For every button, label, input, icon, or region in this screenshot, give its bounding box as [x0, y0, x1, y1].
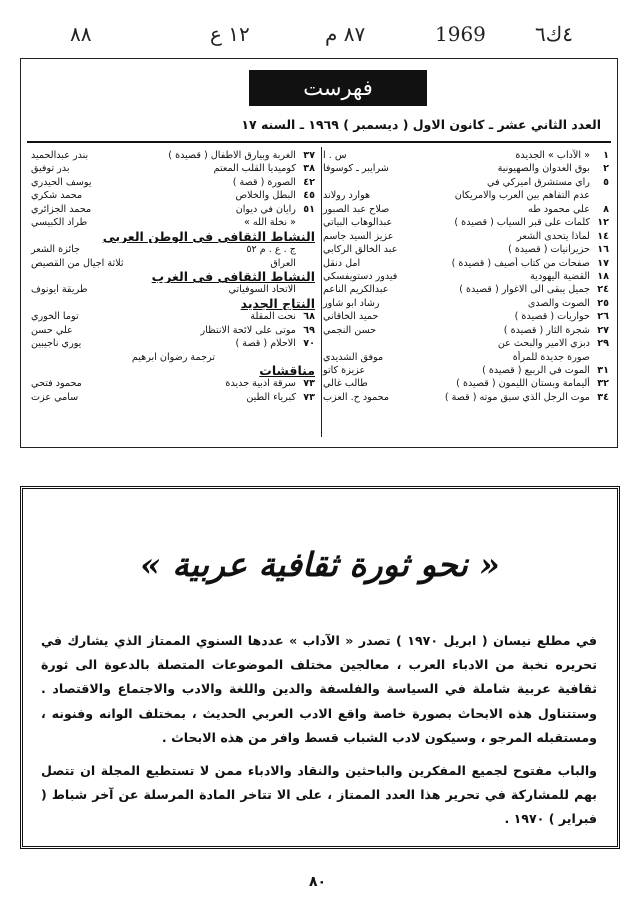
toc-entry-title: صفحات من كتاب أصيف ( قصيدة )	[451, 257, 590, 269]
page-number: ٨٠	[308, 874, 327, 890]
toc-entry-author: جائزة الشعر	[31, 244, 80, 256]
toc-entry-title: الغربة وبيارق الاطفال ( قصيدة )	[168, 150, 296, 161]
toc-entry	[29, 149, 315, 162]
handwritten-note: 1969	[435, 22, 486, 46]
toc-entry-title: دبزي الامير والبحث عن	[497, 338, 590, 350]
handwritten-note: ١٢ ع	[210, 22, 250, 46]
toc-entry	[321, 324, 609, 337]
toc-entry-title: البطل والخلاص	[235, 190, 296, 202]
toc-entry-author: ثلاثة اجيال من القصيص	[31, 257, 124, 269]
toc-section-heading: النتاج الجديد	[240, 296, 315, 311]
toc-entry-page: ٥١	[303, 203, 315, 215]
toc-entry-page: ١٨	[597, 270, 609, 282]
toc-entry-author: شرايبر ـ كوسوفا	[323, 163, 389, 175]
toc-entry	[29, 283, 315, 296]
toc-entry-page: ٦٩	[303, 324, 315, 336]
toc-entry	[29, 337, 315, 350]
toc-entry-title: شجرة الثار ( قصيدة )	[503, 324, 590, 336]
toc-entry-author: طريقة ايونوف	[31, 284, 88, 296]
handwritten-note: ٤ك٦	[535, 22, 573, 46]
toc-entry	[321, 364, 609, 377]
toc-entry-page: ٢	[603, 163, 609, 175]
toc-entry-title: عدم التفاهم بين العرب والامريكان	[454, 190, 590, 202]
toc-entry-title: ج . ع . م ٥٢	[246, 244, 296, 256]
divider	[27, 141, 611, 143]
toc-entry-page: ١٢	[597, 217, 609, 229]
toc-entry-title: حزيرانيات ( قصيدة )	[508, 244, 590, 256]
toc-entry-author: علي حسن	[31, 324, 73, 336]
toc-entry-author: عبدالوهاب البياتي	[323, 217, 393, 229]
toc-entry-page: ٢٥	[597, 297, 609, 309]
toc-entry-page: ٢٩	[597, 338, 609, 350]
toc-entry-title: « نخلة الله »	[243, 217, 296, 229]
slogan-heading: « نحو ثورة ثقافية عربية »	[140, 545, 500, 584]
toc-entry-author: عزيزة كاتو	[323, 365, 366, 376]
toc-entry-title: الاحلام ( قصة )	[235, 338, 296, 350]
toc-entry	[321, 310, 609, 323]
toc-entry	[321, 257, 609, 270]
toc-entry-author: امل دنقل	[323, 257, 361, 269]
toc-entry-author: حسن النجمي	[323, 324, 377, 336]
toc-entry	[29, 257, 315, 270]
toc-entry	[321, 230, 609, 243]
toc-entry	[29, 189, 315, 202]
toc-entry-page: ٢٤	[597, 284, 609, 296]
toc-entry-page: ٣١	[597, 365, 609, 376]
toc-entry-page: ١٤	[597, 230, 609, 242]
toc-entry-author: محمد الجزائري	[31, 203, 92, 215]
toc-entry-author: سامي عزت	[31, 391, 79, 403]
toc-entry	[321, 149, 609, 162]
toc-entry-author: بندر عبدالحميد	[31, 150, 89, 161]
announcement-paragraph: في مطلع نيسان ( ابريل ١٩٧٠ ) تصدر « الآداب » عددها السنوي الممتاز الذي يشارك في تحريره نخبة من الادباء العرب ، معالجين مختلف الموضوعات المتصلة بالدعوة الى ثورة ثقافية عربية شاملة في السياسة والفلسفة والدين واللغة والادب والاجتماع والاقتصاد . وستتناول هذه الابحاث بصورة خاصة واقع الادب العربي الحديث ، بمختلف الوانه وفنونه ، ومستقبله المرجو ، وسيكون لادب الشباب قسط وافر من هذه الابحاث .	[41, 633, 597, 745]
toc-entry-author: يوسف الحيدري	[31, 176, 92, 188]
toc-entry-page: ١٦	[597, 244, 609, 256]
toc-entry-title: كبرياء الطين	[246, 391, 296, 403]
toc-section-heading: مناقشات	[259, 364, 315, 378]
toc-entry-page: ٧٣	[303, 391, 315, 403]
toc-entry-title: الاتحاد السوفياتي	[228, 284, 296, 296]
toc-entry-title: موتى على لائحة الانتظار	[200, 324, 296, 336]
announcement-box	[20, 486, 620, 849]
toc-entry-title: علي محمود طه	[528, 203, 590, 215]
toc-entry-title: الصوت والصدى	[527, 297, 590, 309]
toc-entry	[321, 391, 609, 404]
toc-entry-title: بوق العدوان والصهيونية	[497, 163, 590, 175]
toc-entry	[321, 377, 609, 390]
toc-entry-page: ٣٧	[303, 150, 315, 161]
toc-entry-author: فيدور دستويفسكي	[323, 270, 398, 282]
toc-entry	[321, 243, 609, 256]
toc-entry-page: ٣٤	[597, 391, 609, 403]
toc-entry-author: عزيز السيد جاسم	[323, 230, 394, 242]
toc-entry-page: ٤٢	[303, 176, 315, 188]
toc-entry	[321, 162, 609, 175]
toc-column-left	[29, 149, 315, 404]
toc-entry-author: عبدالكريم الناعم	[323, 284, 389, 296]
toc-entry-title: القضية اليهودية	[530, 270, 590, 282]
toc-entry-author: عبد الخالق الركابي	[323, 244, 398, 256]
toc-entry	[321, 270, 609, 283]
toc-entry	[29, 351, 315, 364]
contents-title: فهرست	[249, 70, 427, 106]
table-of-contents	[20, 58, 618, 448]
toc-entry-author: توما الخوري	[31, 311, 79, 323]
toc-entry-author: يوري ناجيبين	[31, 338, 82, 350]
toc-entry-page: ٨	[603, 203, 609, 215]
toc-entry	[29, 377, 315, 390]
toc-section-heading: النشاط الثقافي في الوطن العربي	[102, 229, 315, 244]
toc-entry	[29, 203, 315, 216]
toc-entry-title: رايان في ديوان	[235, 203, 296, 215]
toc-entry-author: طالب غالي	[323, 378, 368, 390]
toc-entry-title: سرقة ادبية جديدة	[225, 378, 296, 390]
toc-entry-title: نحت المقلة	[250, 311, 296, 323]
toc-entry-author: س . ا	[323, 150, 347, 161]
toc-entry-title: جميل يبقى الى الاغوار ( قصيدة )	[459, 284, 590, 296]
toc-entry	[29, 391, 315, 404]
toc-entry-page: ٣٨	[303, 163, 315, 175]
toc-entry-title: « الآداب » الجديدة	[515, 150, 590, 161]
toc-entry	[321, 351, 609, 364]
toc-entry-title: كلمات على قبر السياب ( قصيدة )	[454, 217, 590, 229]
toc-entry	[29, 162, 315, 175]
toc-entry	[29, 310, 315, 323]
toc-entry	[321, 216, 609, 229]
toc-entry-title: صورة جديدة للمرأة	[512, 351, 590, 363]
toc-entry	[321, 176, 609, 189]
toc-entry-page: ٧٠	[303, 338, 315, 350]
toc-entry-title: حواريات ( قصيدة )	[514, 311, 590, 323]
toc-entry-author: ترجمة رضوان ابرهيم	[131, 351, 215, 363]
toc-entry-title: لماذا يتحدى الشعر	[517, 230, 590, 242]
toc-entry-page: ١	[603, 150, 609, 161]
toc-entry-title: الصورة ( قصة )	[232, 176, 296, 188]
toc-entry-title: راي مستشرق اميركي في	[486, 176, 590, 188]
handwritten-note: ٨٨	[70, 22, 92, 46]
toc-entry	[29, 324, 315, 337]
toc-entry-page: ٣٢	[597, 378, 609, 390]
toc-entry-author: محمود فتحي	[31, 378, 82, 390]
announcement-paragraph: والباب مفتوح لجميع المفكرين والباحثين والنقاد والادباء ممن لا تستطيع المجلة ان تتصل بهم للمشاركة في تحرير هذا العدد الممتاز ، على الا تتاخر المادة المرسلة عن آخر شباط ( فبراير ) ١٩٧٠ .	[41, 763, 597, 827]
toc-entry-page: ٦٨	[303, 311, 315, 323]
toc-entry	[321, 297, 609, 310]
toc-entry	[29, 243, 315, 256]
toc-entry-author: محمود ح. العزب	[323, 391, 389, 403]
toc-section-heading: النشاط الثقافي في الغرب	[151, 269, 315, 284]
handwritten-note: ٨٧ م	[325, 22, 366, 46]
toc-entry-title: كوميديا القلب المعتم	[213, 163, 296, 175]
toc-entry	[321, 189, 609, 202]
toc-entry	[29, 176, 315, 189]
toc-entry-author: محمد شكري	[31, 190, 83, 202]
toc-entry-page: ١٧	[597, 257, 609, 269]
toc-entry-title: الموت في الربيع ( قصيدة )	[482, 365, 590, 376]
toc-entry	[321, 337, 609, 350]
toc-entry-page: ٢٦	[597, 311, 609, 323]
toc-entry-title: موت الرجل الذي سبق موته ( قصة )	[444, 391, 590, 403]
toc-entry-author: رشاد ابو شاور	[323, 297, 380, 309]
toc-entry-author: موفق الشديدي	[323, 351, 384, 363]
toc-entry-page: ٢٧	[597, 324, 609, 336]
toc-entry	[321, 203, 609, 216]
toc-entry	[29, 216, 315, 229]
toc-entry-author: صلاح عبد الصبور	[323, 203, 390, 215]
toc-entry-page: ٧٣	[303, 378, 315, 390]
toc-entry-author: هوارد رولاند	[323, 190, 371, 202]
toc-entry	[321, 283, 609, 296]
toc-entry-page: ٤٥	[303, 190, 315, 202]
toc-entry-author: طراد الكبيسي	[31, 217, 88, 229]
toc-entry-title: العراق	[270, 257, 296, 269]
toc-entry-author: حميد الخاقاني	[323, 311, 379, 323]
toc-entry-author: بدر توفيق	[31, 163, 70, 175]
issue-line: العدد الثاني عشر ـ كانون الاول ( ديسمبر ) ١٩٦٩ ـ السنه ١٧	[241, 117, 601, 132]
toc-entry-title: أليمامة وبستان الليمون ( قصيدة )	[456, 378, 590, 390]
toc-entry-page: ٥	[603, 176, 609, 188]
toc-column-right	[321, 149, 609, 404]
